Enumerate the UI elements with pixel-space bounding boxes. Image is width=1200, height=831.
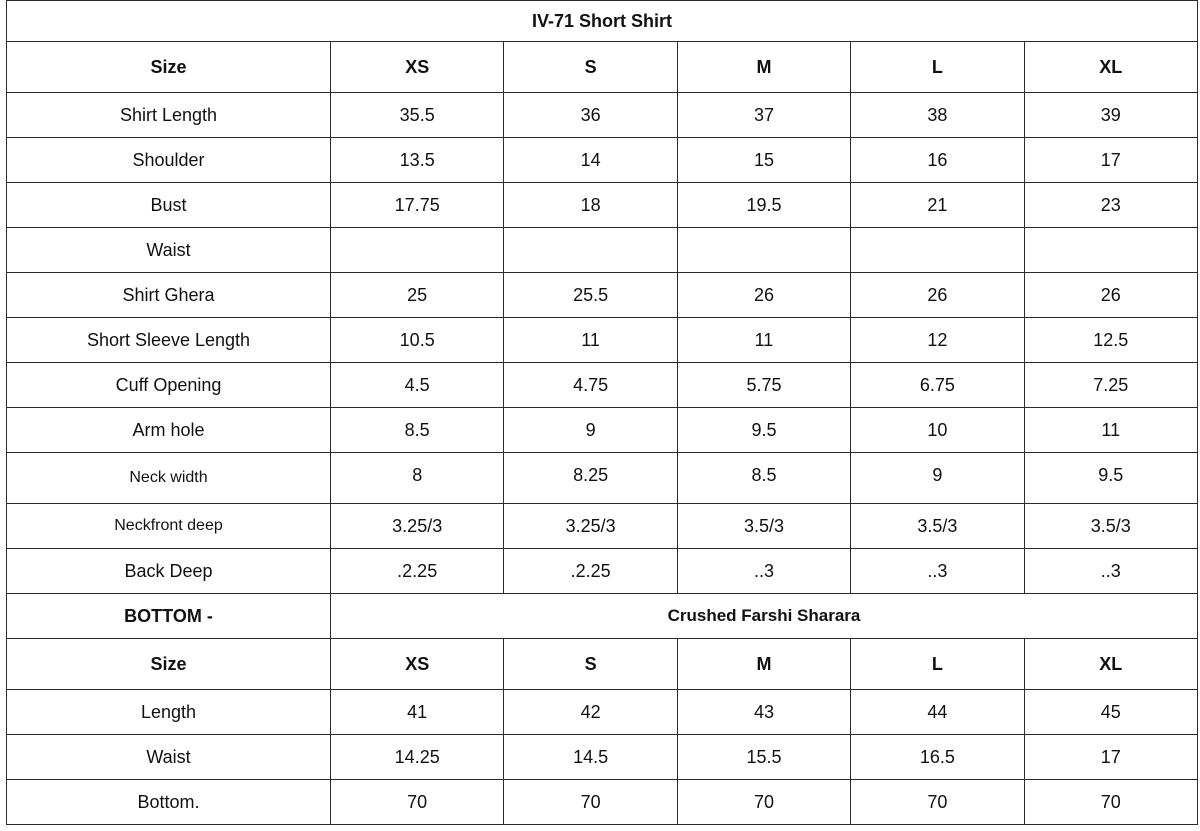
size-header-m: M <box>677 639 850 690</box>
row-label: Waist <box>7 735 331 780</box>
cell-value: 17 <box>1024 735 1197 780</box>
row-label: Bottom. <box>7 780 331 825</box>
cell-value: 3.25/3 <box>331 504 504 549</box>
cell-value: 9 <box>504 408 677 453</box>
cell-value: 16.5 <box>851 735 1024 780</box>
cell-value: 15.5 <box>677 735 850 780</box>
cell-value: 11 <box>677 318 850 363</box>
bottom-size-header-row <box>7 639 1198 690</box>
cell-value: ..3 <box>1024 549 1197 594</box>
cell-value: 43 <box>677 690 850 735</box>
cell-value: 12.5 <box>1024 318 1197 363</box>
cell-value: 26 <box>677 273 850 318</box>
table-row <box>7 690 1198 735</box>
cell-value: 41 <box>331 690 504 735</box>
cell-value: 26 <box>1024 273 1197 318</box>
title-row <box>7 1 1198 42</box>
cell-value: 10 <box>851 408 1024 453</box>
row-label: Cuff Opening <box>7 363 331 408</box>
size-header-l: L <box>851 639 1024 690</box>
cell-value: 8.5 <box>331 408 504 453</box>
cell-value: 4.75 <box>504 363 677 408</box>
cell-value: 9.5 <box>1024 453 1197 504</box>
bottom-title-row <box>7 594 1198 639</box>
cell-value: 44 <box>851 690 1024 735</box>
table-row <box>7 318 1198 363</box>
cell-value: 13.5 <box>331 138 504 183</box>
cell-value: 11 <box>1024 408 1197 453</box>
cell-value: 9.5 <box>677 408 850 453</box>
cell-value: 36 <box>504 93 677 138</box>
cell-value: 16 <box>851 138 1024 183</box>
cell-value: 39 <box>1024 93 1197 138</box>
cell-value: 70 <box>504 780 677 825</box>
cell-value: 70 <box>1024 780 1197 825</box>
size-header-m: M <box>677 42 850 93</box>
size-header-row <box>7 42 1198 93</box>
cell-value: 8 <box>331 453 504 504</box>
cell-value: 6.75 <box>851 363 1024 408</box>
cell-value: 3.5/3 <box>677 504 850 549</box>
size-header-xs: XS <box>331 42 504 93</box>
size-header-label: Size <box>7 42 331 93</box>
cell-value: 7.25 <box>1024 363 1197 408</box>
cell-value: 17 <box>1024 138 1197 183</box>
cell-value: 11 <box>504 318 677 363</box>
row-label: Arm hole <box>7 408 331 453</box>
row-label: Bust <box>7 183 331 228</box>
size-header-s: S <box>504 639 677 690</box>
cell-value: ..3 <box>851 549 1024 594</box>
row-label: Length <box>7 690 331 735</box>
table-row <box>7 549 1198 594</box>
size-header-l: L <box>851 42 1024 93</box>
size-header-xs: XS <box>331 639 504 690</box>
table-row <box>7 504 1198 549</box>
cell-value: 25.5 <box>504 273 677 318</box>
row-label: Waist <box>7 228 331 273</box>
table-row <box>7 735 1198 780</box>
cell-value: 45 <box>1024 690 1197 735</box>
bottom-section-subtitle: Crushed Farshi Sharara <box>331 594 1198 639</box>
chart-title: IV-71 Short Shirt <box>7 1 1198 42</box>
table-row <box>7 780 1198 825</box>
table-row <box>7 138 1198 183</box>
cell-value: 70 <box>851 780 1024 825</box>
cell-value <box>331 228 504 273</box>
cell-value <box>677 228 850 273</box>
size-chart-sheet <box>6 0 1198 829</box>
cell-value: 42 <box>504 690 677 735</box>
cell-value <box>851 228 1024 273</box>
cell-value: 5.75 <box>677 363 850 408</box>
table-row <box>7 273 1198 318</box>
cell-value <box>504 228 677 273</box>
cell-value: 18 <box>504 183 677 228</box>
cell-value: 3.5/3 <box>1024 504 1197 549</box>
bottom-section-label: BOTTOM - <box>7 594 331 639</box>
cell-value: 70 <box>677 780 850 825</box>
row-label: Shoulder <box>7 138 331 183</box>
cell-value: 10.5 <box>331 318 504 363</box>
size-header-xl: XL <box>1024 42 1197 93</box>
cell-value: 19.5 <box>677 183 850 228</box>
cell-value: 25 <box>331 273 504 318</box>
cell-value: 14.5 <box>504 735 677 780</box>
table-row <box>7 93 1198 138</box>
cell-value: ..3 <box>677 549 850 594</box>
cell-value: 37 <box>677 93 850 138</box>
cell-value: 35.5 <box>331 93 504 138</box>
cell-value: 17.75 <box>331 183 504 228</box>
cell-value: 4.5 <box>331 363 504 408</box>
table-row <box>7 408 1198 453</box>
size-chart-table <box>6 0 1198 825</box>
table-row <box>7 363 1198 408</box>
cell-value: 23 <box>1024 183 1197 228</box>
cell-value: 3.25/3 <box>504 504 677 549</box>
row-label: Neckfront deep <box>7 504 331 549</box>
cell-value: .2.25 <box>504 549 677 594</box>
row-label: Back Deep <box>7 549 331 594</box>
cell-value: 12 <box>851 318 1024 363</box>
table-row <box>7 183 1198 228</box>
cell-value: 3.5/3 <box>851 504 1024 549</box>
cell-value: 26 <box>851 273 1024 318</box>
table-row <box>7 228 1198 273</box>
row-label: Shirt Ghera <box>7 273 331 318</box>
cell-value: 14.25 <box>331 735 504 780</box>
row-label: Neck width <box>7 453 331 504</box>
size-header-s: S <box>504 42 677 93</box>
cell-value: 15 <box>677 138 850 183</box>
size-header-label: Size <box>7 639 331 690</box>
row-label: Short Sleeve Length <box>7 318 331 363</box>
cell-value: 8.25 <box>504 453 677 504</box>
cell-value: 70 <box>331 780 504 825</box>
cell-value: 8.5 <box>677 453 850 504</box>
size-header-xl: XL <box>1024 639 1197 690</box>
cell-value <box>1024 228 1197 273</box>
row-label: Shirt Length <box>7 93 331 138</box>
cell-value: 9 <box>851 453 1024 504</box>
cell-value: 14 <box>504 138 677 183</box>
cell-value: 38 <box>851 93 1024 138</box>
table-row <box>7 453 1198 504</box>
cell-value: .2.25 <box>331 549 504 594</box>
cell-value: 21 <box>851 183 1024 228</box>
